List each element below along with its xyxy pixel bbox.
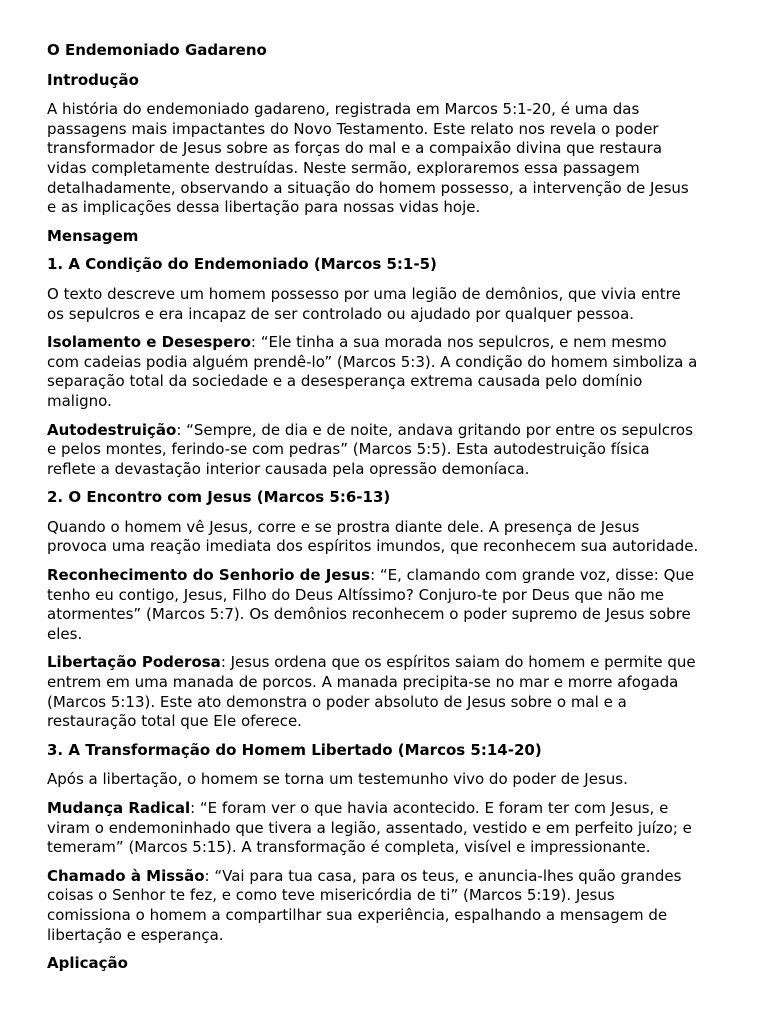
paragraph-line: [47, 653, 722, 673]
section-intro-paragraph: [47, 770, 722, 790]
paragraph-line: viram o endemoninhado que tivera a legião, assentado, vestido e em perfeito juízo; e: [47, 818, 692, 837]
point-text: : Jesus ordena que os espíritos saiam do homem e permite que: [220, 653, 696, 672]
paragraph-line: Após a libertação, o homem se torna um testemunho vivo do poder de Jesus.: [47, 770, 628, 789]
paragraph-line: e pelos montes, ferindo-se com pedras” (Marcos 5:5). Esta autodestruição física: [47, 440, 650, 459]
paragraph-line: A história do endemoniado gadareno, registrada em Marcos 5:1-20, é uma das: [47, 100, 640, 119]
point-label: Isolamento e Desespero: [47, 333, 251, 352]
point-label: Mudança Radical: [47, 799, 191, 817]
section-heading: 3. A Transformação do Homem Libertado (Marcos 5:14-20): [47, 740, 542, 759]
paragraph-line: restauração total que Ele oferece.: [47, 712, 302, 731]
paragraph-line: provoca uma reação imediata dos espíritos imundos, que reconhecem sua autoridade.: [47, 537, 699, 556]
paragraph-line: [47, 566, 722, 586]
paragraph-line: comissiona o homem a compartilhar sua experiência, espalhando a mensagem de: [47, 905, 668, 924]
intro-heading: Introdução: [47, 70, 139, 89]
point-paragraph: [47, 333, 722, 411]
paragraph-line: Quando o homem vê Jesus, corre e se prostra diante dele. A presença de Jesus: [47, 517, 640, 536]
paragraph-line: [47, 421, 722, 441]
paragraph-line: coisas o Senhor te fez, e como teve misericórdia de ti” (Marcos 5:19). Jesus: [47, 886, 615, 905]
point-paragraph: [47, 421, 722, 480]
paragraph-line: O texto descreve um homem possesso por uma legião de demônios, que vivia entre: [47, 284, 681, 303]
paragraph-line: libertação e esperança.: [47, 925, 224, 944]
paragraph-line: separação total da sociedade e a desesperança extrema causada pelo domínio: [47, 372, 643, 391]
section-intro-paragraph: [47, 285, 722, 324]
point-text: : “E, clamando com grande voz, disse: Que: [370, 566, 695, 585]
paragraph-line: [47, 333, 722, 353]
paragraph-line: [47, 799, 722, 819]
point-text: : “Vai para tua casa, para os teus, e anuncia-lhes quão grandes: [204, 866, 682, 885]
document-title: O Endemoniado Gadareno: [47, 41, 267, 59]
point-text: : “E foram ver o que havia acontecido. E foram ter com Jesus, e: [190, 799, 669, 817]
point-label: Chamado à Missão: [47, 866, 205, 885]
paragraph-line: (Marcos 5:13). Este ato demonstra o poder absoluto de Jesus sobre o mal e a: [47, 692, 627, 711]
point-text: : “Sempre, de dia e de noite, andava gritando por entre os sepulcros: [176, 420, 693, 439]
paragraph-line: transformador de Jesus sobre as forças do mal e a compaixão divina que restaura: [47, 139, 663, 158]
point-paragraph: [47, 653, 722, 731]
paragraph-line: detalhadamente, observando a situação do homem possesso, a intervenção de Jesus: [47, 178, 689, 197]
point-label: Reconhecimento do Senhorio de Jesus: [47, 566, 371, 585]
section-heading: 2. O Encontro com Jesus (Marcos 5:6-13): [47, 488, 391, 507]
paragraph-line: vidas completamente destruídas. Neste sermão, exploraremos essa passagem: [47, 158, 640, 177]
paragraph-line: eles.: [47, 624, 83, 643]
paragraph-line: com cadeias podia alguém prendê-lo” (Marcos 5:3). A condição do homem simboliza a: [47, 352, 698, 371]
paragraph-line: [47, 867, 722, 887]
point-paragraph: [47, 867, 722, 945]
paragraph-line: reflete a devastação interior causada pela opressão demoníaca.: [47, 459, 530, 478]
point-label: Libertação Poderosa: [47, 653, 221, 672]
paragraph-line: temeram” (Marcos 5:15). A transformação é completa, visível e impressionante.: [47, 838, 651, 857]
application-heading: Aplicação: [47, 954, 128, 973]
point-label: Autodestruição: [47, 420, 177, 439]
message-heading: Mensagem: [47, 226, 139, 245]
point-paragraph: [47, 566, 722, 644]
paragraph-line: tenho eu contigo, Jesus, Filho do Deus Altíssimo? Conjuro-te por Deus que não me: [47, 585, 664, 604]
paragraph-line: passagens mais impactantes do Novo Testamento. Este relato nos revela o poder: [47, 119, 659, 138]
point-paragraph: [47, 799, 722, 858]
intro-paragraph: [47, 100, 722, 218]
paragraph-line: e as implicações dessa libertação para nossas vidas hoje.: [47, 198, 481, 217]
section-intro-paragraph: [47, 518, 722, 557]
paragraph-line: atormentes” (Marcos 5:7). Os demônios reconhecem o poder supremo de Jesus sobre: [47, 605, 691, 624]
section-heading: 1. A Condição do Endemoniado (Marcos 5:1-5): [47, 255, 437, 274]
paragraph-line: entrem em uma manada de porcos. A manada precipita-se no mar e morre afogada: [47, 673, 679, 692]
paragraph-line: maligno.: [47, 391, 112, 410]
point-text: : “Ele tinha a sua morada nos sepulcros, e nem mesmo: [250, 333, 667, 352]
paragraph-line: os sepulcros e era incapaz de ser controlado ou ajudado por qualquer pessoa.: [47, 304, 635, 323]
